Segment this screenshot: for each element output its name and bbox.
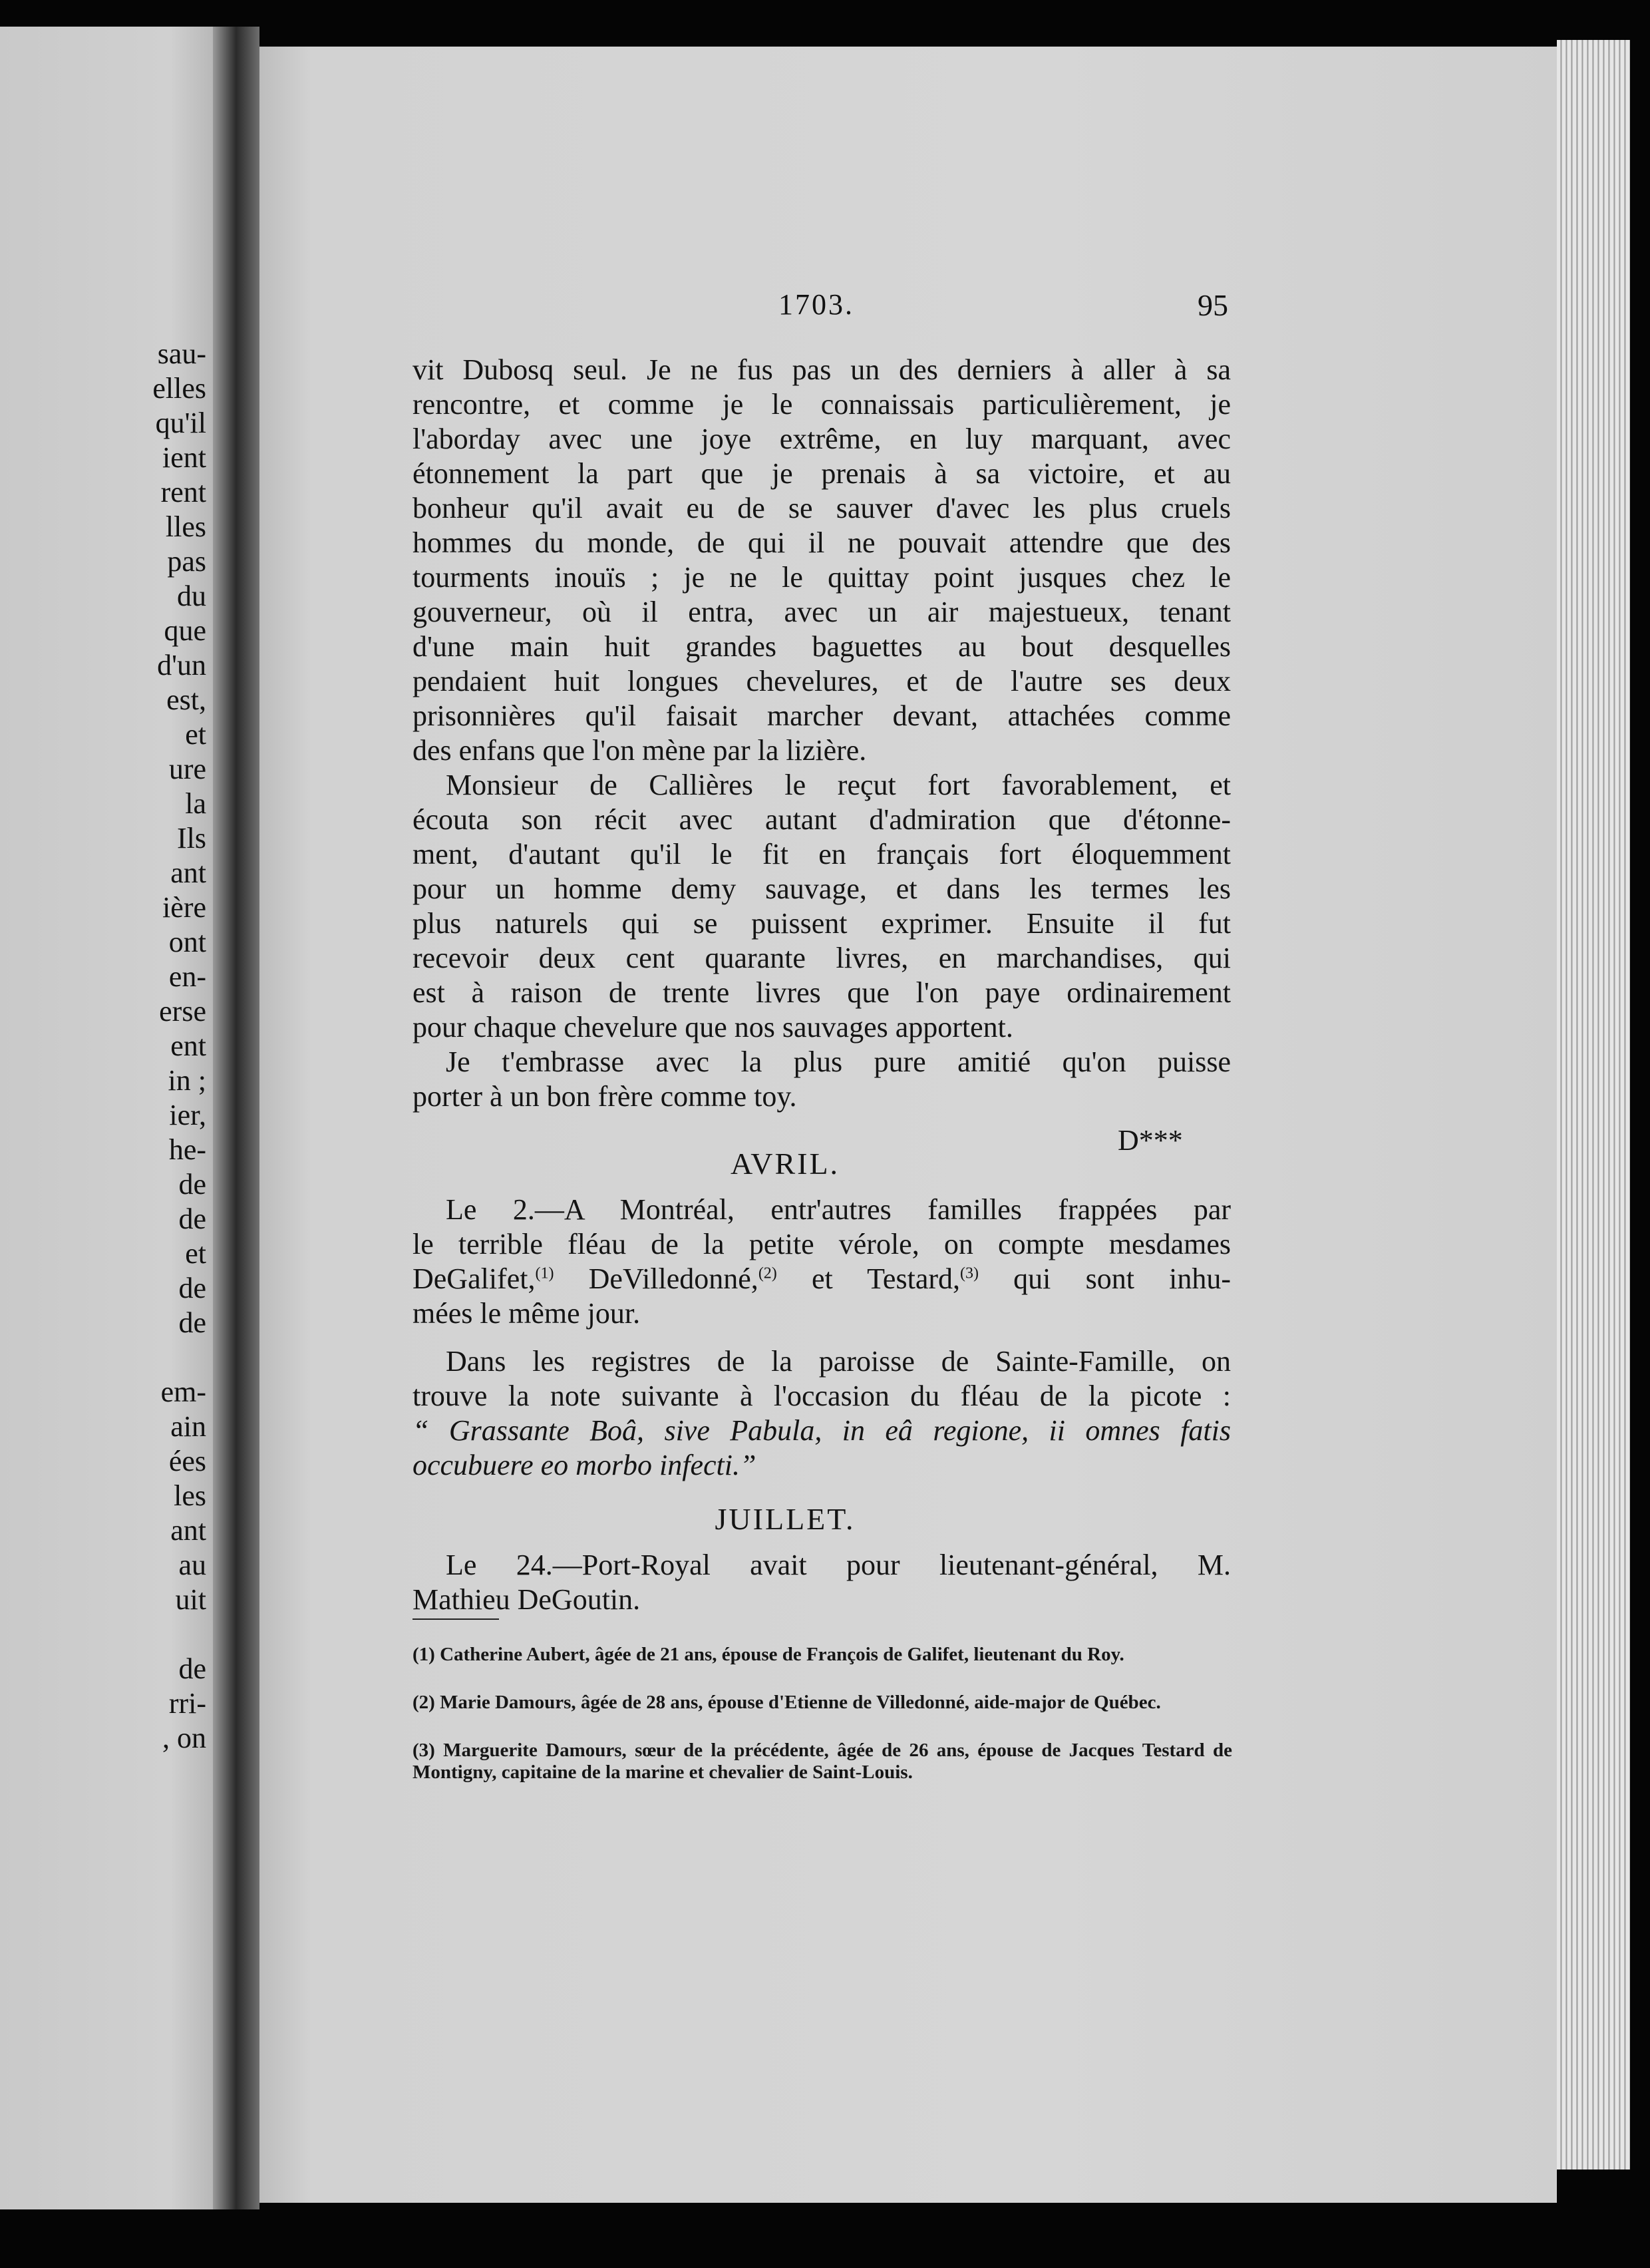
body-line: plus naturels qui se puissent exprimer. Ensuite il fut <box>412 907 1231 940</box>
body-line: écouta son récit avec autant d'admiration que d'étonne- <box>412 803 1231 836</box>
body-line: Monsieur de Callières le reçut fort favorablement, et <box>446 769 1231 801</box>
left-page-line: au <box>178 1549 206 1581</box>
left-page-line: ont <box>168 926 206 958</box>
left-page-line: ant <box>170 856 206 889</box>
left-page-line: ure <box>168 753 206 785</box>
body-line: d'une main huit grandes baguettes au bout desquelles <box>412 630 1231 663</box>
left-page-line: de <box>178 1203 206 1235</box>
body-line: bonheur qu'il avait eu de se sauver d'avec les plus cruels <box>412 492 1231 524</box>
body-line: porter à un bon frère comme toy. <box>412 1080 797 1113</box>
left-page-line: rent <box>160 476 206 508</box>
footnote-ref-1: (1) <box>535 1264 554 1282</box>
body-line: le terrible fléau de la petite vérole, on compte mesdames <box>412 1228 1231 1260</box>
body-line: l'aborday avec une joye extrême, en luy marquant, avec <box>412 423 1231 455</box>
left-page-line: en- <box>168 960 206 993</box>
footnote-1: (1) Catherine Aubert, âgée de 21 ans, épouse de François de Galifet, lieutenant du Roy. <box>412 1644 1124 1665</box>
page-edges <box>1557 40 1630 2170</box>
left-page-line: de <box>178 1652 206 1685</box>
body-line: étonnement la part que je prenais à sa victoire, et au <box>412 457 1231 490</box>
latin-quote-line: “ Grassante Boâ, sive Pabula, in eâ regione, ii omnes fatis <box>412 1414 1231 1447</box>
section-heading-juillet: JUILLET. <box>715 1502 856 1536</box>
body-line: mées le même jour. <box>412 1297 641 1330</box>
left-page-line: rri- <box>168 1687 206 1720</box>
page-number: 95 <box>1198 288 1228 322</box>
line-ending: qui sont inhu- <box>978 1262 1231 1295</box>
running-head-year: 1703. <box>778 288 854 321</box>
left-page-line: lles <box>165 510 206 543</box>
body-line: des enfans que l'on mène par la lizière. <box>412 734 867 767</box>
left-page-line: in ; <box>168 1064 206 1097</box>
left-page-line: qu'il <box>155 407 206 439</box>
left-page-line: est, <box>166 683 206 716</box>
left-page-line: et <box>185 718 206 751</box>
left-page-line: em- <box>160 1376 206 1408</box>
left-page-line: d'un <box>157 649 206 681</box>
body-line: prisonnières qu'il faisait marcher devant, attachées comme <box>412 699 1231 732</box>
body-line-with-footnote-refs <box>412 1262 1231 1296</box>
body-line: trouve la note suivante à l'occasion du fléau de la picote : <box>412 1380 1231 1412</box>
body-line: ment, d'autant qu'il le fit en français fort éloquemment <box>412 838 1231 870</box>
left-page-line: de <box>178 1168 206 1201</box>
name-devilledonne: DeVilledonné, <box>554 1262 758 1295</box>
footnote-ref-2: (2) <box>758 1264 777 1282</box>
body-line: pour chaque chevelure que nos sauvages apportent. <box>412 1011 1013 1043</box>
left-page-line: Ils <box>177 822 206 854</box>
left-page <box>0 27 213 2209</box>
body-line: vit Dubosq seul. Je ne fus pas un des derniers à aller à sa <box>412 353 1231 386</box>
footnote-2: (2) Marie Damours, âgée de 28 ans, épouse d'Etienne de Villedonné, aide-major de Québec. <box>412 1692 1161 1713</box>
body-line: hommes du monde, de qui il ne pouvait attendre que des <box>412 526 1231 559</box>
left-page-line: de <box>178 1306 206 1339</box>
left-page-line: ant <box>170 1514 206 1547</box>
body-line: est à raison de trente livres que l'on paye ordinairement <box>412 976 1231 1009</box>
body-line: Mathieu DeGoutin. <box>412 1583 641 1616</box>
left-page-line: ées <box>168 1445 206 1477</box>
left-page-line: , on <box>162 1722 206 1754</box>
left-page-line: du <box>177 580 206 612</box>
body-line: tourments inouïs ; je ne le quittay point jusques chez le <box>412 561 1231 594</box>
body-line: Le 24.—Port-Royal avait pour lieutenant-général, M. <box>446 1549 1231 1581</box>
left-page-line: la <box>185 787 206 820</box>
body-line: pour un homme demy sauvage, et dans les termes les <box>412 872 1231 905</box>
footnote-ref-3: (3) <box>960 1264 979 1282</box>
left-page-line: ière <box>162 891 206 924</box>
footnote-rule <box>412 1618 499 1620</box>
body-line: Je t'embrasse avec la plus pure amitié qu'on puisse <box>446 1045 1231 1078</box>
body-line: rencontre, et comme je le connaissais particulièrement, je <box>412 388 1231 421</box>
body-line: Dans les registres de la paroisse de Sainte-Famille, on <box>446 1345 1231 1378</box>
body-line: pendaient huit longues chevelures, et de l'autre ses deux <box>412 665 1231 697</box>
left-page-line: ient <box>162 441 206 474</box>
left-page-line: et <box>185 1237 206 1270</box>
left-page-line: ent <box>170 1030 206 1062</box>
body-line: Le 2.—A Montréal, entr'autres familles frappées par <box>446 1193 1231 1226</box>
left-page-line: uit <box>175 1583 206 1616</box>
body-line: recevoir deux cent quarante livres, en marchandises, qui <box>412 942 1231 974</box>
left-page-line: de <box>178 1272 206 1304</box>
body-line: gouverneur, où il entra, avec un air majestueux, tenant <box>412 596 1231 628</box>
signature: D*** <box>1118 1124 1183 1157</box>
left-page-line: ain <box>170 1410 206 1443</box>
name-testard: et Testard, <box>776 1262 960 1295</box>
left-page-line: erse <box>159 995 206 1028</box>
latin-quote-line: occubuere eo morbo infecti.” <box>412 1449 756 1481</box>
footnote-3: (3) Marguerite Damours, sœur de la précédente, âgée de 26 ans, épouse de Jacques Testard de Montigny, capitaine de la marine et chevalier de Saint-Louis. <box>412 1740 1232 1783</box>
left-page-line: que <box>164 614 206 647</box>
left-page-line: les <box>174 1479 206 1512</box>
left-page-line: sau- <box>157 337 206 370</box>
name-degalifet: DeGalifet, <box>412 1262 536 1295</box>
left-page-line: elles <box>152 372 206 405</box>
left-page-line: he- <box>168 1133 206 1166</box>
section-heading-avril: AVRIL. <box>730 1147 840 1181</box>
book-gutter <box>213 27 259 2209</box>
left-page-line: pas <box>167 545 206 578</box>
left-page-line: ier, <box>169 1099 206 1131</box>
